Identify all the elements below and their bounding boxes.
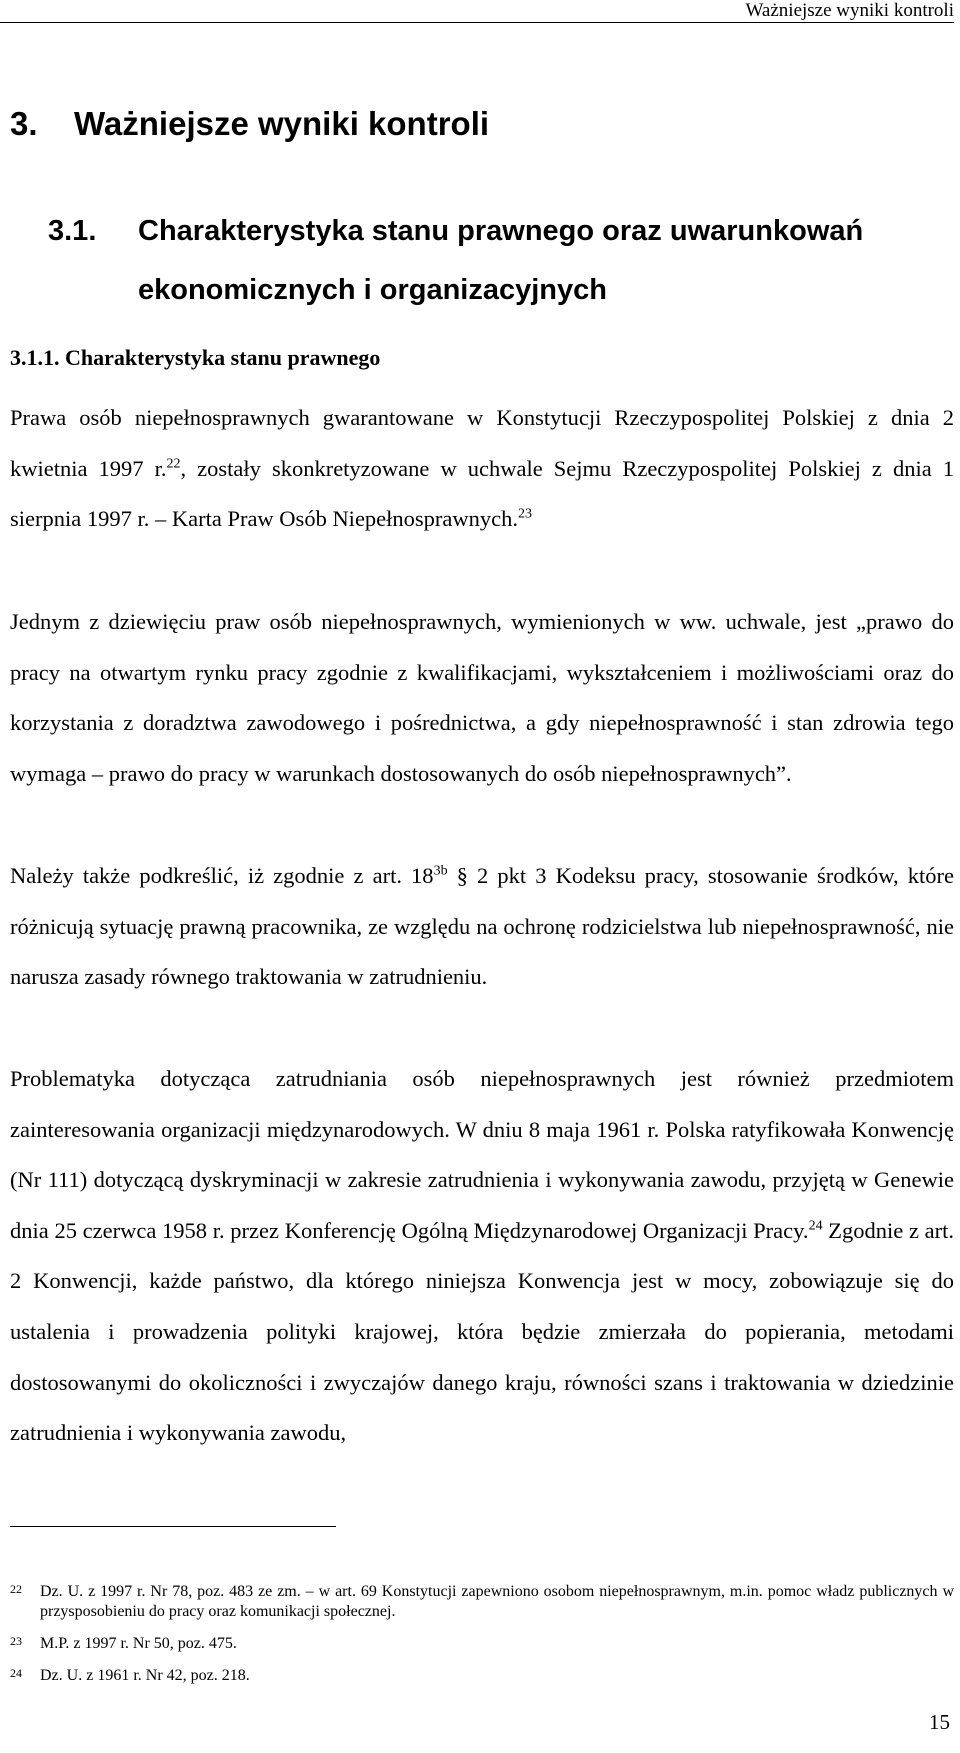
chapter-title: Ważniejsze wyniki kontroli	[74, 105, 490, 142]
paragraph-text: Należy także podkreślić, iż zgodnie z art. 18	[10, 863, 434, 888]
footnote-text: M.P. z 1997 r. Nr 50, poz. 475.	[40, 1635, 237, 1652]
footnote-text: Dz. U. z 1961 r. Nr 42, poz. 218.	[40, 1667, 250, 1684]
paragraph-text: Prawa osób niepełnosprawnych gwarantowane w Konstytucji Rzeczypospolitej Polskiej z dnia 2 kwietnia 1997 r.	[10, 405, 954, 481]
footnote-number: 23	[10, 1634, 22, 1648]
footnote-number: 22	[10, 1582, 22, 1596]
running-header	[0, 0, 954, 23]
paragraph-text: , zostały skonkretyzowane w uchwale Sejmu Rzeczypospolitej Polskiej z dnia 1 sierpnia 1997 r. – Karta Praw Osób Niepełnosprawnych.	[10, 455, 954, 532]
article-superscript: 3b	[433, 863, 448, 879]
footnote-reference: 23	[518, 506, 533, 522]
page-number: 15	[929, 1710, 950, 1734]
paragraph-constitution	[10, 393, 954, 545]
footnote	[10, 1666, 954, 1686]
section-number: 3.1.	[48, 215, 97, 247]
footnote-separator	[10, 1526, 336, 1527]
section-heading	[48, 202, 948, 320]
running-header-title: Ważniejsze wyniki kontroli	[745, 0, 954, 21]
footnote-reference: 22	[166, 456, 181, 472]
paragraph-text: § 2 pkt 3 Kodeksu pracy, stosowanie środków, które różnicują sytuację prawną pracownika, ze względu na ochronę rodzicielstwa lub niepełnosprawność, nie narusza zasady równego traktowania w zatrudnieniu.	[10, 863, 954, 990]
paragraph-labour-code	[10, 851, 954, 1003]
footnote-reference: 24	[808, 1218, 823, 1234]
section-title: Charakterystyka stanu prawnego oraz uwarunkowań ekonomicznych i organizacyjnych	[138, 215, 864, 306]
paragraph-right-to-work: Jednym z dziewięciu praw osób niepełnosprawnych, wymienionych w ww. uchwale, jest „prawo do pracy na otwartym rynku pracy zgodnie z kwalifikacjami, wykształceniem i możliwościami oraz do korzystania z doradztwa zawodowego i pośrednictwa, a gdy niepełnosprawność i stan zdrowia tego wymaga – prawo do pracy w warunkach dostosowanych do osób niepełnosprawnych”.	[10, 609, 954, 786]
footnote	[10, 1582, 954, 1622]
footnote-number: 24	[10, 1666, 22, 1680]
paragraph-international	[10, 1054, 954, 1459]
footnote-text: Dz. U. z 1997 r. Nr 78, poz. 483 ze zm. – w art. 69 Konstytucji zapewniono osobom niepełnosprawnym, m.in. pomoc władz publicznych w przysposobieniu do pracy oraz komunikacji społecznej.	[40, 1583, 954, 1620]
chapter-number: 3.	[10, 105, 38, 142]
footnote	[10, 1634, 954, 1654]
paragraph-text: Zgodnie z art. 2 Konwencji, każde państwo, dla którego niniejsza Konwencja jest w mocy, zobowiązuje się do ustalenia i prowadzenia polityki krajowej, która będzie zmierzała do popierania, metodami dostosowanymi do okoliczności i zwyczajów danego kraju, równości szans i traktowania w dziedzinie zatrudnienia i wykonywania zawodu,	[10, 1217, 954, 1446]
subsection-heading: 3.1.1. Charakterystyka stanu prawnego	[10, 345, 381, 370]
chapter-heading	[10, 104, 489, 144]
footnotes	[10, 1582, 954, 1698]
paragraph-text: Problematyka dotycząca zatrudniania osób niepełnosprawnych jest również przedmiotem zainteresowania organizacji międzynarodowych. W dniu 8 maja 1961 r. Polska ratyfikowała Konwencję (Nr 111) dotyczącą dyskryminacji w zakresie zatrudnienia i wykonywania zawodu, przyjętą w Genewie dnia 25 czerwca 1958 r. przez Konferencję Ogólną Międzynarodowej Organizacji Pracy.	[10, 1066, 954, 1243]
